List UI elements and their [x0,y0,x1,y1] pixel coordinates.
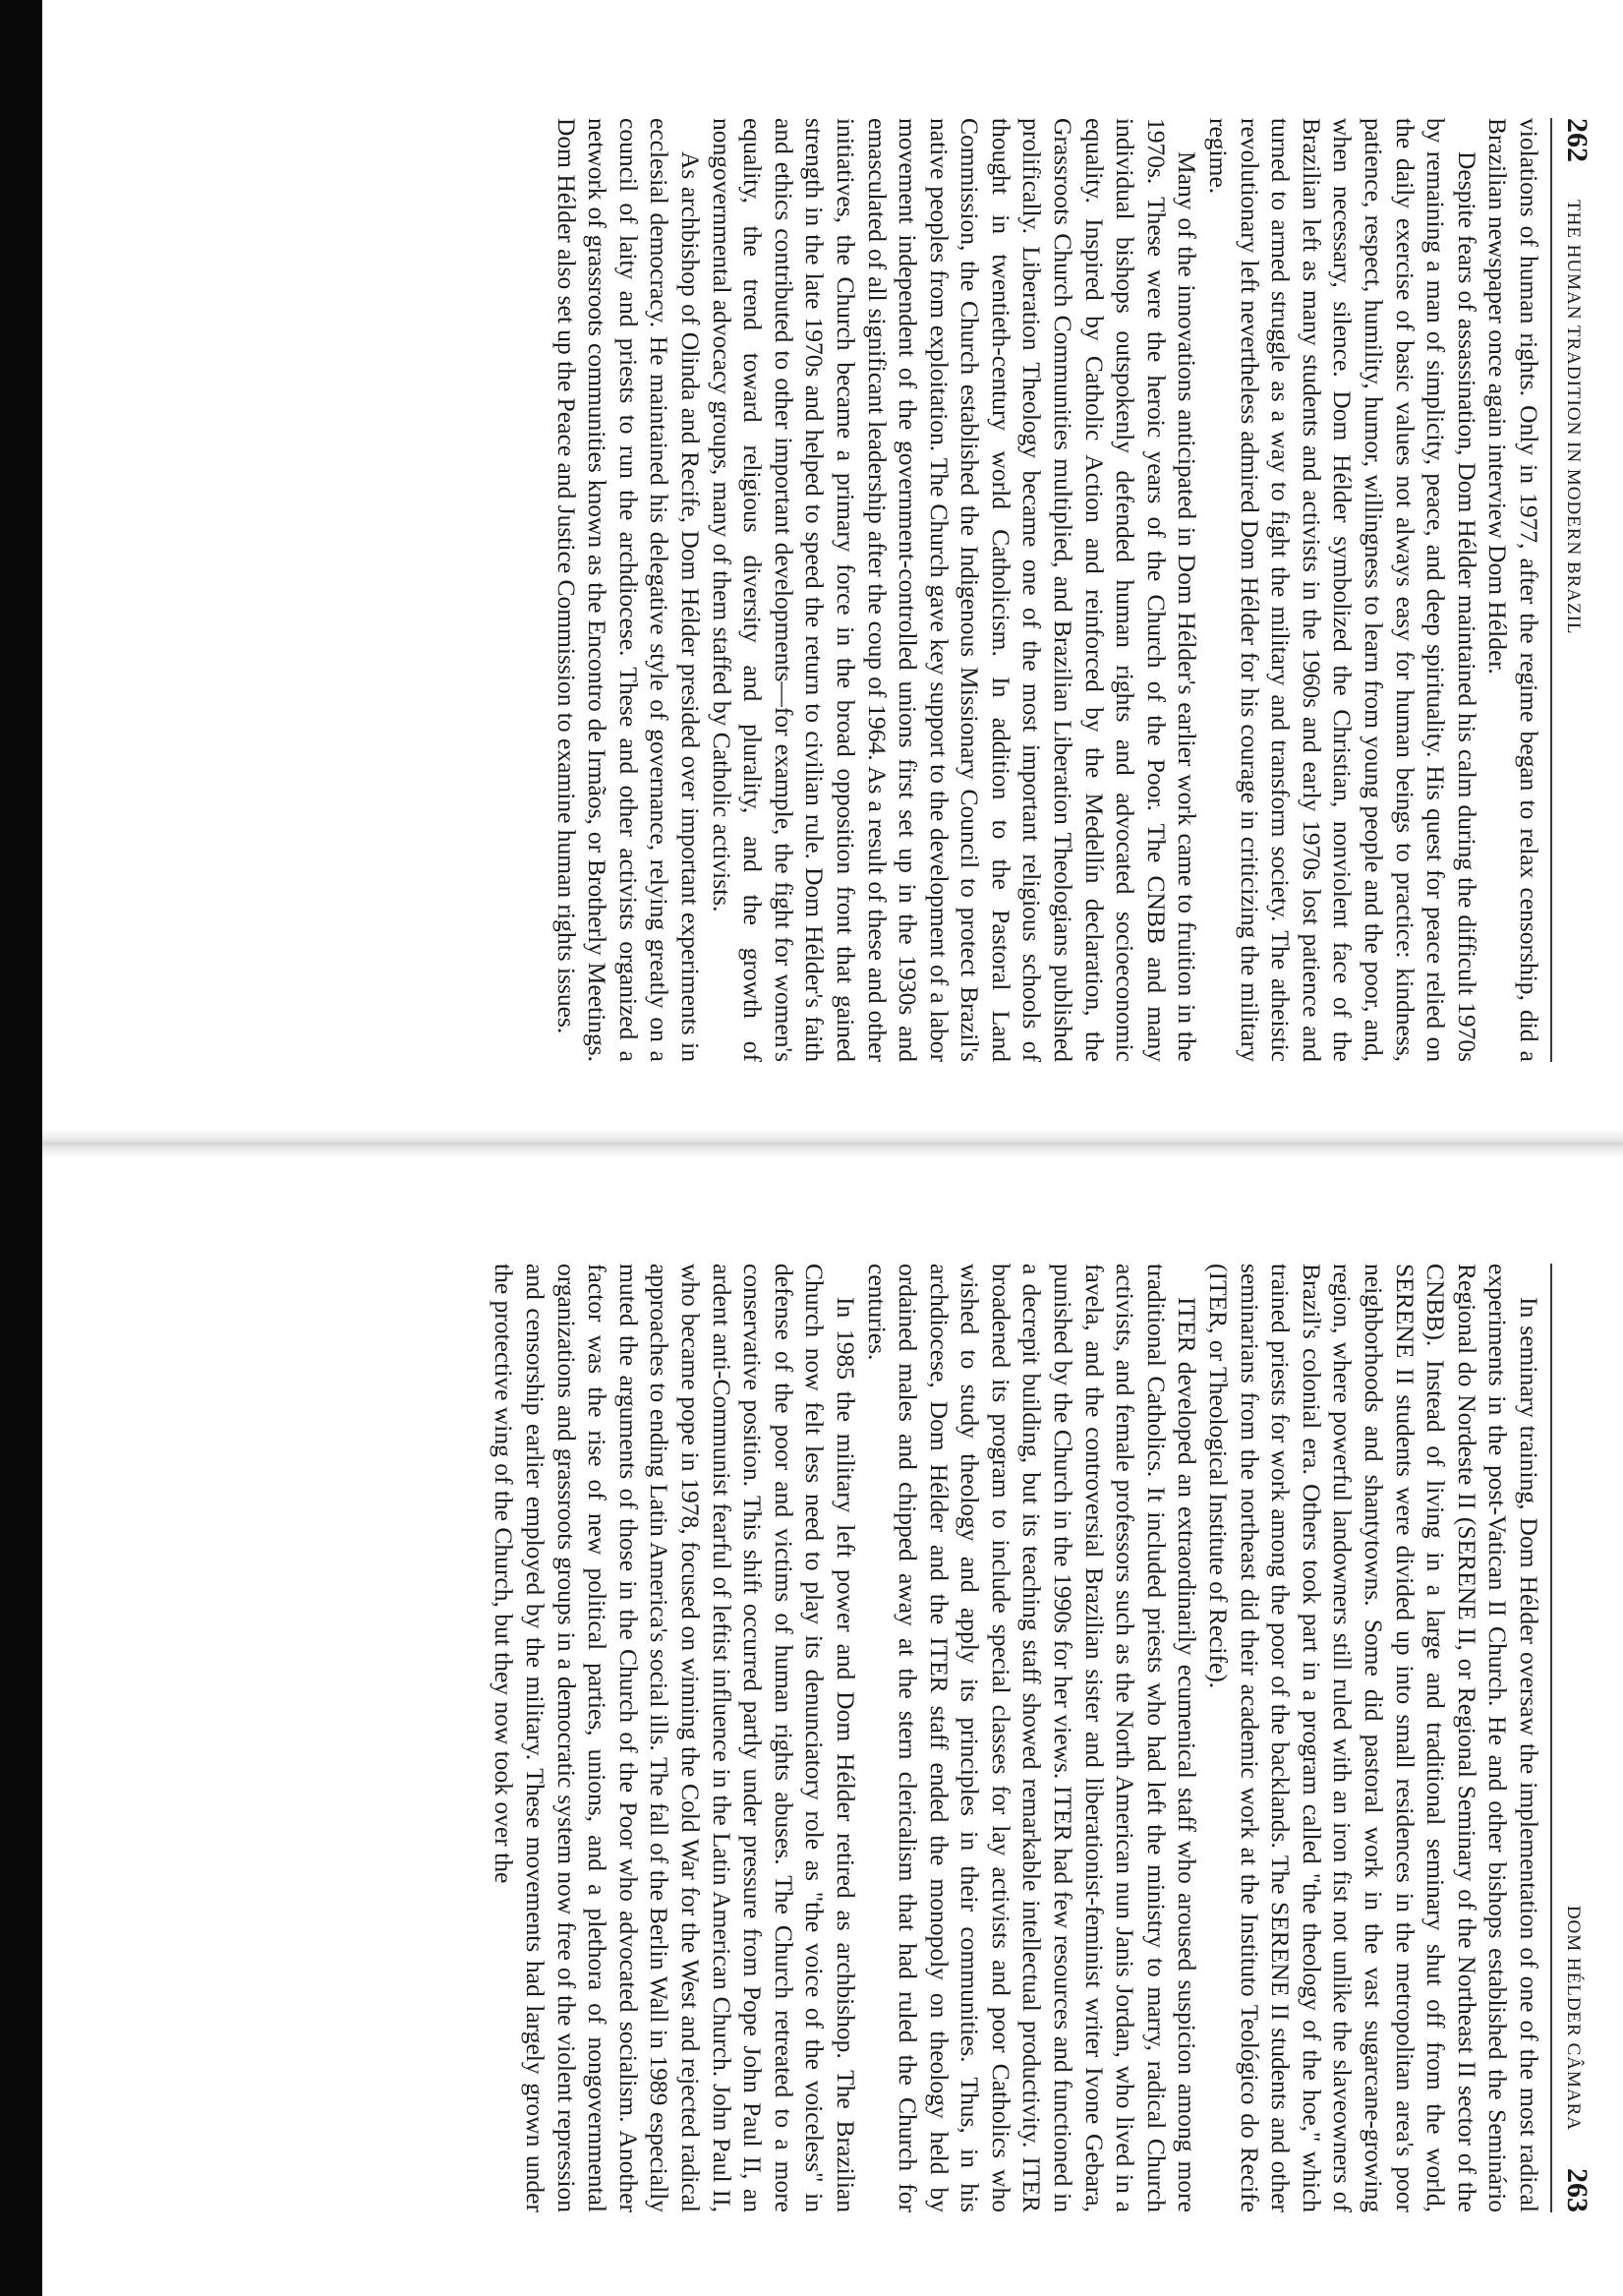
right-body-text [489,1264,1544,2212]
paragraph: In 1985 the military left power and Dom Hélder retired as archbishop. The Brazilian Church now felt less need to play its denunciatory role as "the voice of the voiceless" in defense of the poor and victims of human rights abuses. The Church retreated to a more conservative position. This shift occurred partly under pressure from Pope John Paul II, an ardent anti-Communist fearful of leftist influence in the Latin American Church. John Paul II, who became pope in 1978, focused on winning the Cold War for the West and rejected radical approaches to ending Latin America's social ills. The fall of the Berlin Wall in 1989 especially muted the arguments of those in the Church of the Poor who advocated socialism. Another factor was the rise of new political parties, unions, and a plethora of nongovernmental organizations and grassroots groups in a democratic system now free of the violent repression and censorship earlier employed by the military. These movements had largely grown under the protective wing of the Church, but they now took over the [490,1264,860,2212]
left-page-number: 262 [1561,118,1594,162]
scan-edge-bar [0,0,42,2296]
right-running-head [1554,1264,1594,2212]
right-running-head-title: DOM HÉLDER CÂMARA [1563,1905,1584,2131]
paragraph: Many of the innovations anticipated in Dom Hélder's earlier work came to fruition in the 1970s. These were the heroic years of the Church of the Poor. The CNBB and many individual bishops outspokenly defended human rights and advocated socioeconomic equality. Inspired by Catholic Action and reinforced by the Medellín declaration, the Grassroots Church Communities multiplied, and Brazilian Liberation Theologians published prolifically. Liberation Theology became one of the most important religious schools of thought in twentieth-century world Catholicism. In addition to the Pastoral Land Commission, the Church established the Indigenous Missionary Council to protect Brazil's native peoples from exploitation. The Church gave key support to the development of a labor movement independent of the government-controlled unions first set up in the 1930s and emasculated of all significant leadership after the coup of 1964. As a result of these and other initiatives, the Church became a primary force in the broad opposition front that gained strength in the late 1970s and helped to speed the return to civilian rule. Dom Hélder's faith and ethics contributed to other important developments—for example, the fight for women's equality, the trend toward religious diversity and plurality, and the growth of nongovernmental advocacy groups, many of them staffed by Catholic activists. [707,118,1202,1062]
left-body-text [551,118,1544,1062]
left-running-head [1554,118,1594,1062]
right-page-number: 263 [1561,2168,1594,2212]
paragraph: ITER developed an extraordinarily ecumenical staff who aroused suspicion among more traditional Catholics. It included priests who had left the ministry to marry, radical Church activists, and female professors such as the North American nun Janis Jordan, who lived in a favela, and the controversial Brazilian sister and liberationist-feminist writer Ivone Gebara, punished by the Church in the 1990s for her views. ITER had few resources and functioned in a decrepit building, but its teaching staff showed remarkable intellectual productivity. ITER broadened its program to include special classes for lay activists and poor Catholics who wished to study theology and apply its principles in their communities. Thus, in his archdiocese, Dom Hélder and the ITER staff ended the monopoly on theology held by ordained males and chipped away at the stern clericalism that had ruled the Church for centuries. [862,1264,1202,2212]
left-page [0,0,1623,1131]
left-head-rule [1550,118,1552,1062]
paragraph: Despite fears of assassination, Dom Hélder maintained his calm during the difficult 1970s by remaining a man of simplicity, peace, and deep spirituality. His quest for peace relied on the daily exercise of basic values not always easy for human beings to practice: kindness, patience, respect, humility, humor, willingness to learn from young people and the poor, and, when necessary, silence. Dom Hélder symbolized the Christian, nonviolent face of the Brazilian left as many students and activists in the 1960s and early 1970s lost patience and turned to armed struggle as a way to fight the military and transform society. The atheistic revolutionary left nevertheless admired Dom Hélder for his courage in criticizing the military regime. [1204,118,1481,1062]
right-page [0,1155,1623,2286]
paragraph: As archbishop of Olinda and Recife, Dom Hélder presided over important experiments in ecclesial democracy. He maintained his delegative style of governance, relying greatly on a council of laity and priests to run the archdiocese. These and other activists organized a network of grassroots communities known as the Encontro de Irmãos, or Brotherly Meetings. Dom Hélder also set up the Peace and Justice Commission to examine human rights issues. [551,118,705,1062]
right-head-rule [1550,1264,1552,2212]
book-gutter [0,1129,1623,1158]
paragraph: violations of human rights. Only in 1977, after the regime began to relax censorship, did a Brazilian newspaper once again interview Dom Hélder. [1483,118,1543,1062]
paragraph: In seminary training, Dom Hélder oversaw the implementation of one of the most radical experiments in the post-Vatican II Church. He and other bishops established the Seminário Regional do Nordeste II (SERENE II, or Regional Seminary of the Northeast II sector of the CNBB). Instead of living in a large and traditional seminary shut off from the world, SERENE II students were divided up into small residences in the metropolitan area's poor neighborhoods and shantytowns. Some did pastoral work in the vast sugarcane-growing region, where powerful landowners still ruled with an iron fist not unlike the slaveowners of Brazil's colonial era. Others took part in a program called "the theology of the hoe," which trained priests for work among the poor of the backlands. The SERENE II students and other seminarians from the northeast did their academic work at the Instituto Teológico do Recife (ITER, or Theological Institute of Recife). [1204,1264,1543,2212]
left-running-head-title: THE HUMAN TRADITION IN MODERN BRAZIL [1563,200,1584,635]
